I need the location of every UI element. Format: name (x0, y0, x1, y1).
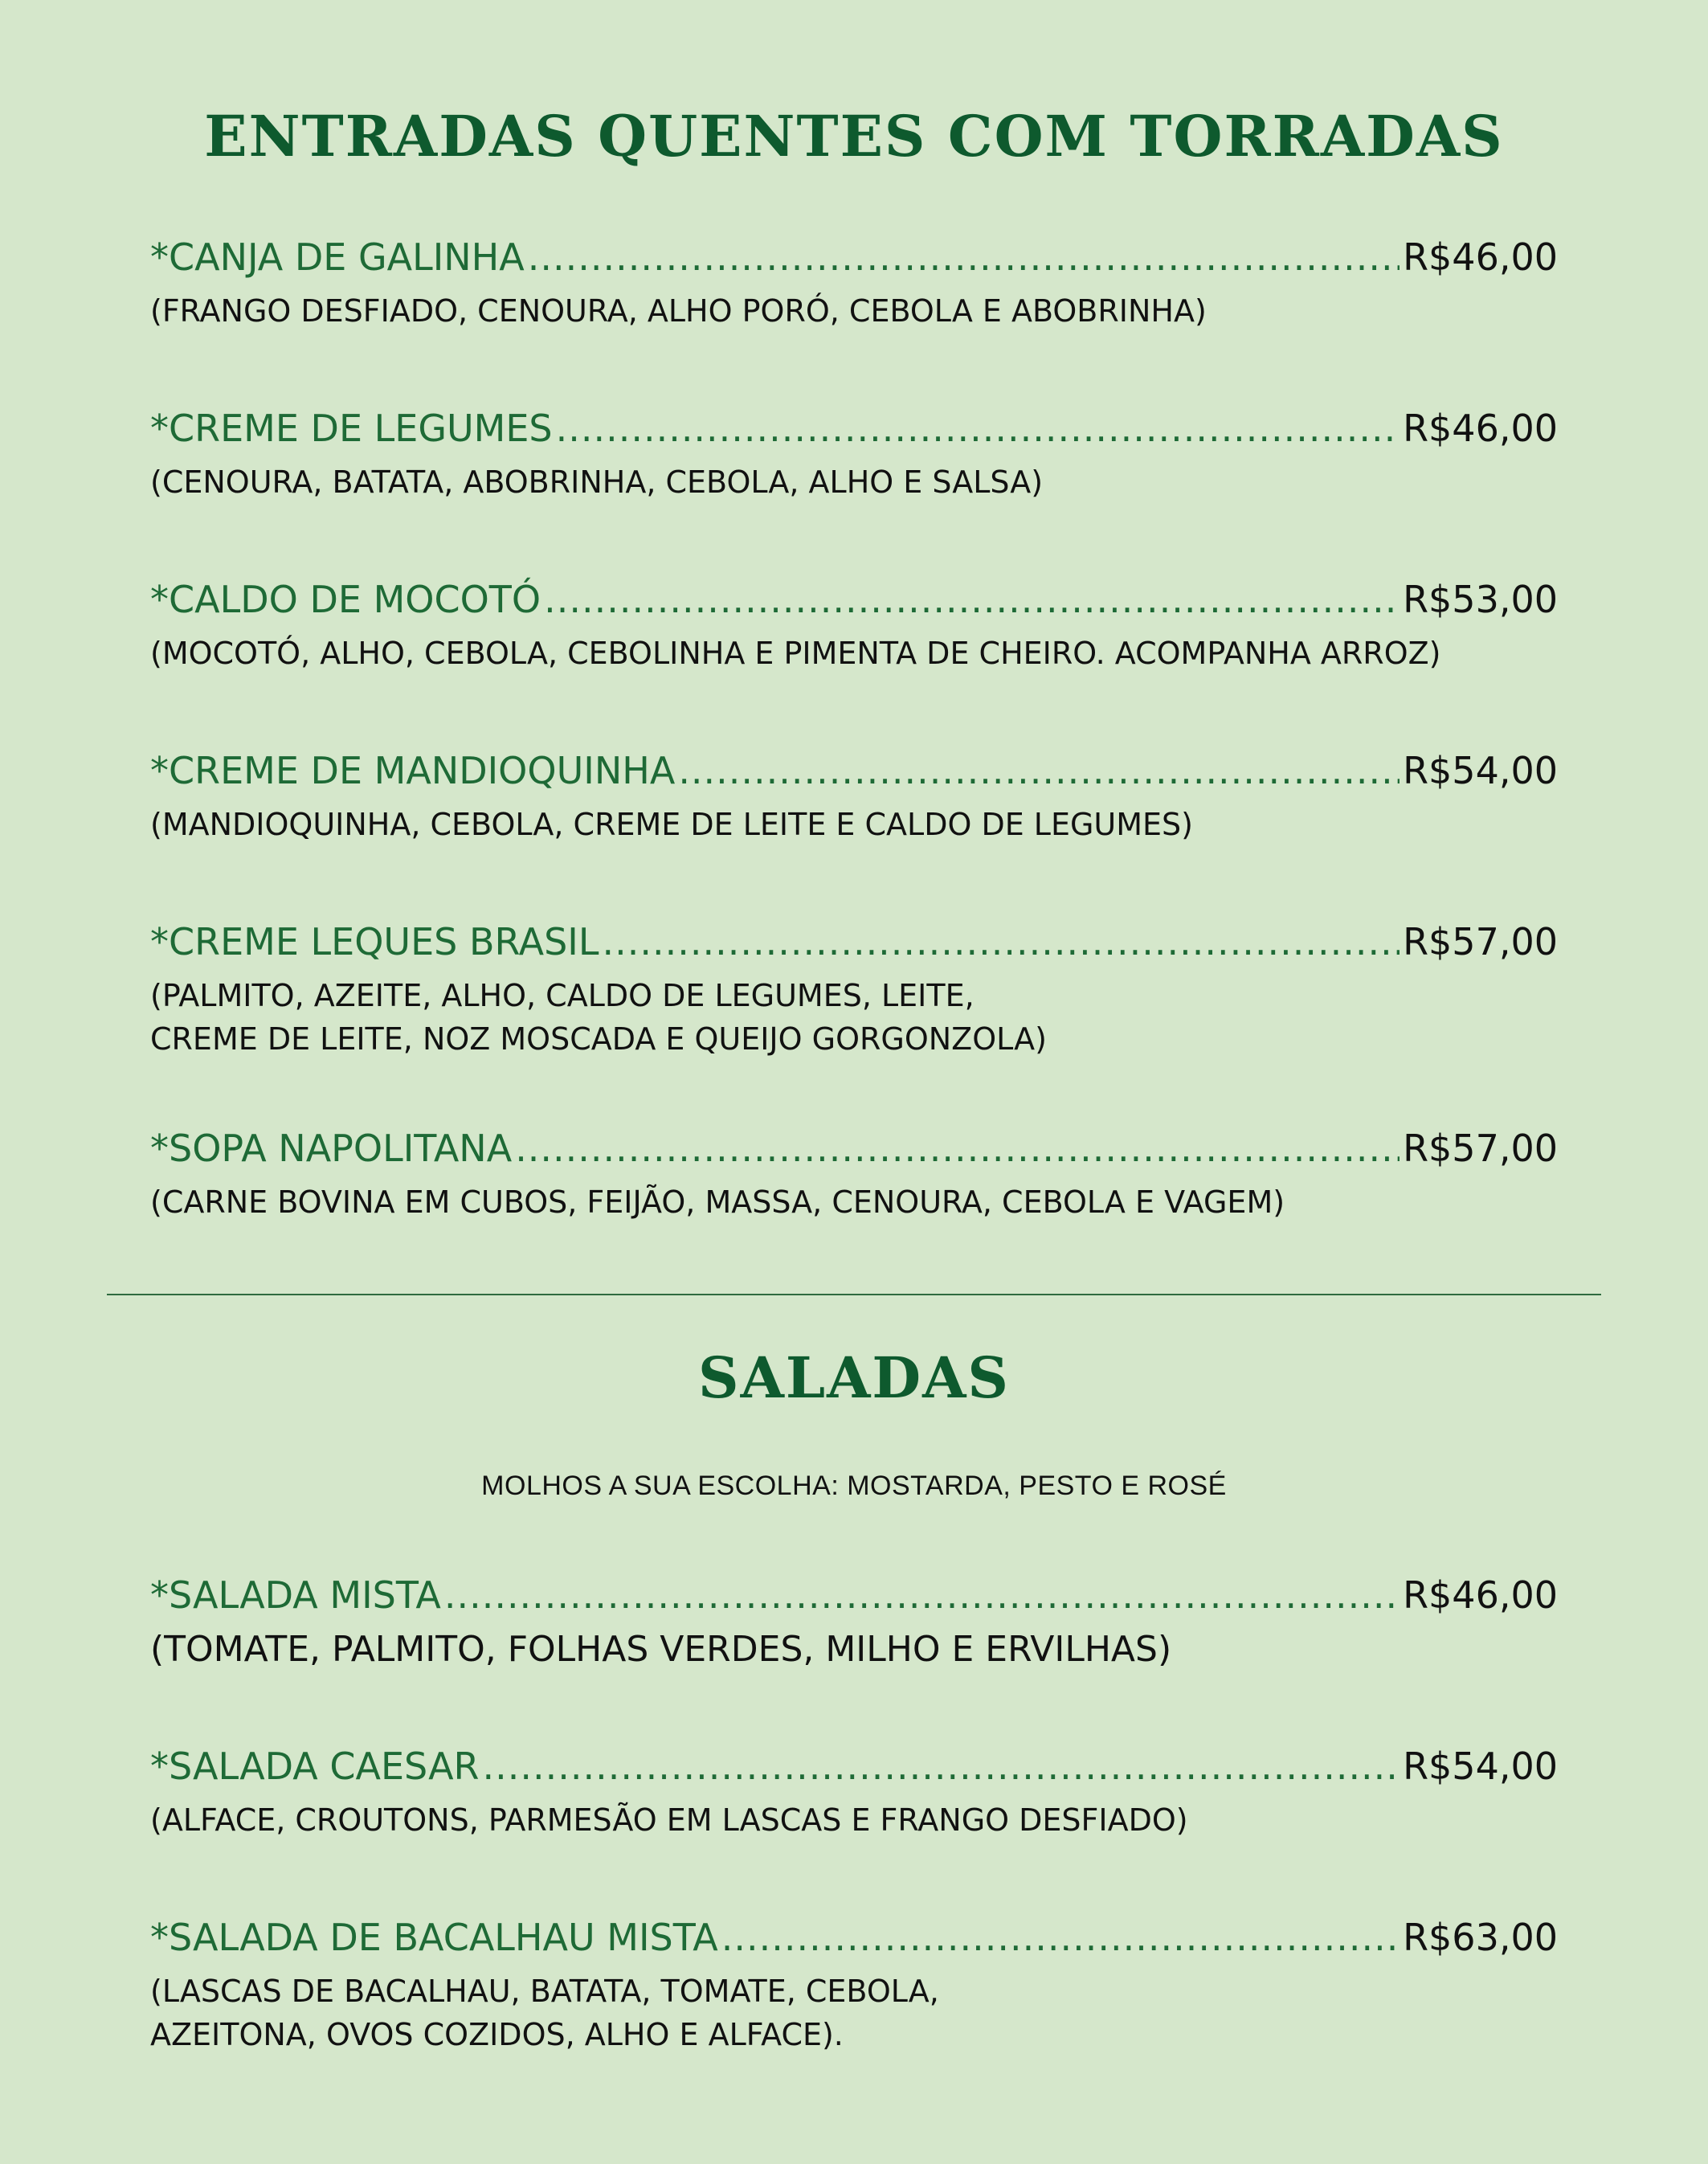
dot-leader (544, 575, 1399, 624)
menu-item-description (150, 1798, 1558, 1842)
description-line: (PALMITO, AZEITE, ALHO, CALDO DE LEGUMES, LEITE, (150, 978, 975, 1013)
description-line: (FRANGO DESFIADO, CENOURA, ALHO PORÓ, CEBOLA E ABOBRINHA) (150, 293, 1207, 329)
section-subtitle: MOLHOS A SUA ESCOLHA: MOSTARDA, PESTO E ROSÉ (481, 1471, 1227, 1501)
dot-leader (721, 1913, 1399, 1962)
menu-item-row (150, 404, 1558, 452)
menu-item-name: *CREME LEQUES BRASIL (150, 920, 599, 963)
section-title-saladas: SALADAS (698, 1344, 1010, 1411)
menu-item-price: R$57,00 (1403, 920, 1558, 963)
menu-item (150, 404, 1558, 504)
menu-item (150, 747, 1558, 846)
menu-item (150, 1571, 1558, 1674)
menu-item-row (150, 1571, 1558, 1619)
description-line: AZEITONA, OVOS COZIDOS, ALHO E ALFACE). (150, 2017, 844, 2052)
menu-item-price: R$63,00 (1403, 1916, 1558, 1959)
dot-leader (515, 1124, 1399, 1172)
description-line: (CARNE BOVINA EM CUBOS, FEIJÃO, MASSA, CENOURA, CEBOLA E VAGEM) (150, 1184, 1285, 1220)
menu-item-row (150, 1913, 1558, 1962)
menu-item (150, 233, 1558, 333)
menu-item-row (150, 575, 1558, 624)
menu-item-description (150, 632, 1558, 675)
menu-item-row (150, 918, 1558, 966)
menu-item (150, 1913, 1558, 2056)
menu-item-name: *CREME DE LEGUMES (150, 407, 553, 450)
menu-item-price: R$46,00 (1403, 235, 1558, 279)
dot-leader (444, 1571, 1399, 1619)
description-line: (CENOURA, BATATA, ABOBRINHA, CEBOLA, ALHO E SALSA) (150, 464, 1044, 500)
menu-item-row (150, 747, 1558, 795)
description-line: (MANDIOQUINHA, CEBOLA, CREME DE LEITE E CALDO DE LEGUMES) (150, 807, 1193, 842)
menu-item (150, 575, 1558, 675)
description-line: (TOMATE, PALMITO, FOLHAS VERDES, MILHO E ERVILHAS) (150, 1629, 1172, 1670)
menu-item-row (150, 1124, 1558, 1172)
menu-item-name: *CANJA DE GALINHA (150, 235, 525, 279)
menu-item-price: R$46,00 (1403, 1573, 1558, 1617)
dot-leader (483, 1742, 1400, 1790)
menu-item-price: R$54,00 (1403, 1745, 1558, 1788)
menu-item-description (150, 1626, 1558, 1674)
menu-item-description (150, 1180, 1558, 1224)
menu-item-row (150, 1742, 1558, 1790)
dot-leader (603, 918, 1400, 966)
menu-item (150, 918, 1558, 1061)
menu-item-description (150, 289, 1558, 333)
menu-item-price: R$53,00 (1403, 578, 1558, 621)
menu-item-price: R$54,00 (1403, 749, 1558, 792)
description-line: (MOCOTÓ, ALHO, CEBOLA, CEBOLINHA E PIMENTA DE CHEIRO. ACOMPANHA ARROZ) (150, 636, 1441, 671)
menu-item-description (150, 803, 1558, 846)
menu-item (150, 1742, 1558, 1842)
menu-item-description (150, 1970, 1558, 2056)
menu-item-price: R$57,00 (1403, 1127, 1558, 1170)
description-line: (ALFACE, CROUTONS, PARMESÃO EM LASCAS E FRANGO DESFIADO) (150, 1802, 1188, 1838)
section-title-entradas: ENTRADAS QUENTES COM TORRADAS (204, 103, 1504, 170)
description-line: CREME DE LEITE, NOZ MOSCADA E QUEIJO GORGONZOLA) (150, 1021, 1047, 1057)
dot-leader (528, 233, 1399, 281)
dot-leader (678, 747, 1399, 795)
menu-item-name: *CALDO DE MOCOTÓ (150, 578, 541, 621)
menu-item-description (150, 974, 1558, 1061)
menu-item-name: *SALADA MISTA (150, 1573, 441, 1617)
menu-item-name: *SALADA CAESAR (150, 1745, 480, 1788)
description-line: (LASCAS DE BACALHAU, BATATA, TOMATE, CEBOLA, (150, 1974, 939, 2009)
menu-item (150, 1124, 1558, 1224)
section-divider (107, 1294, 1601, 1295)
menu-item-name: *SOPA NAPOLITANA (150, 1127, 513, 1170)
menu-item-name: *CREME DE MANDIOQUINHA (150, 749, 676, 792)
menu-item-row (150, 233, 1558, 281)
menu-item-price: R$46,00 (1403, 407, 1558, 450)
menu-item-name: *SALADA DE BACALHAU MISTA (150, 1916, 718, 1959)
menu-item-description (150, 460, 1558, 504)
dot-leader (556, 404, 1399, 452)
